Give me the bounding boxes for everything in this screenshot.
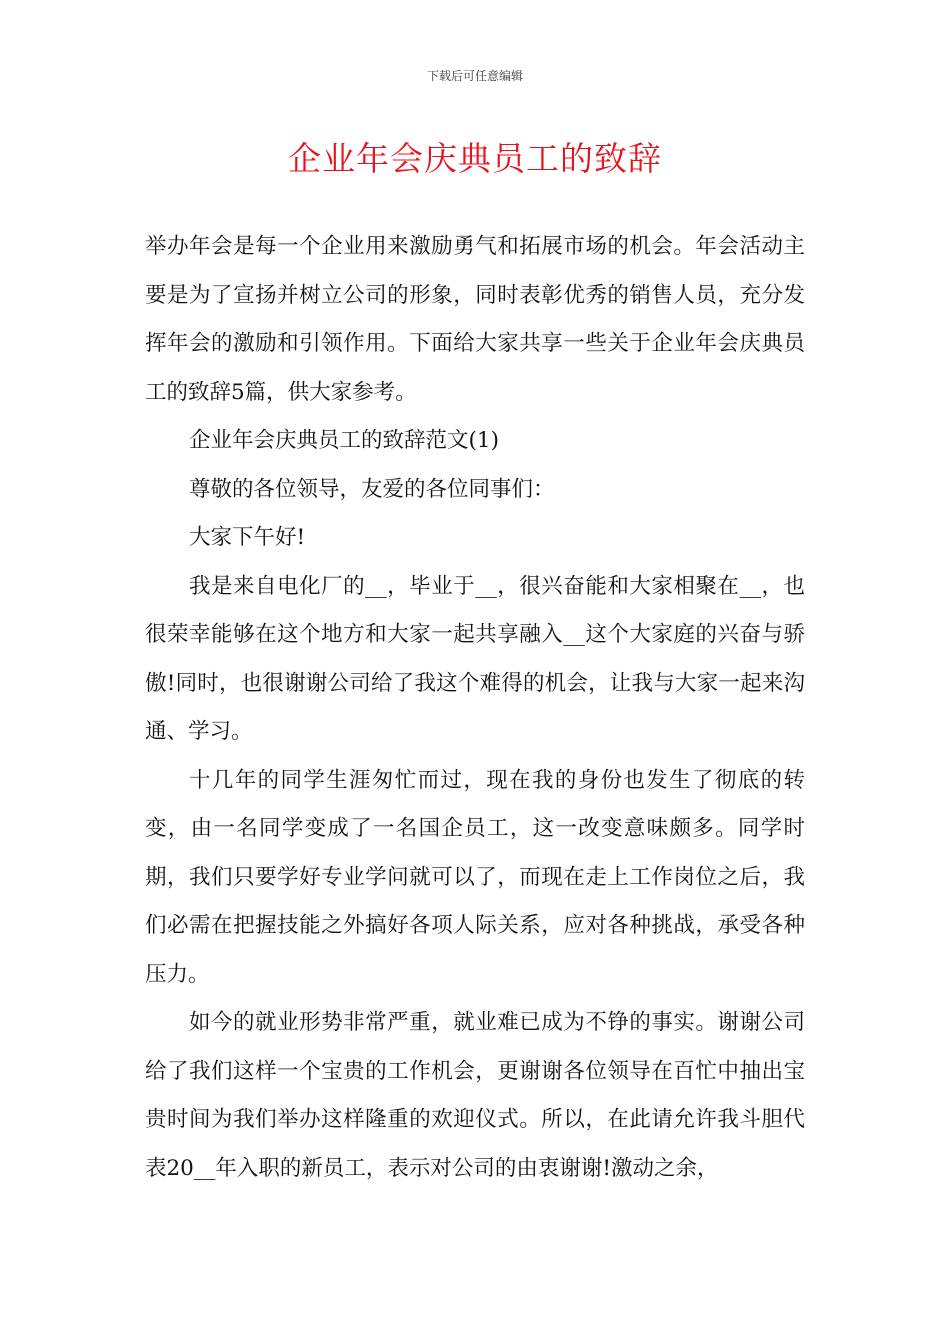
body-paragraph: 如今的就业形势非常严重，就业难已成为不铮的事实。谢谢公司给了我们这样一个宝贵的工作机会，更谢谢各位领导在百忙中抽出宝贵时间为我们举办这样隆重的欢迎仪式。所以，在此请允许我斗胆代表20__年入职的新员工，表示对公司的由衷谢谢!激动之余， xyxy=(145,1010,805,1181)
document-body xyxy=(145,223,805,1193)
salutation: 尊敬的各位领导，友爱的各位同事们： xyxy=(189,476,555,502)
header-note: 下载后可任意编辑 xyxy=(426,69,523,83)
section-heading: 企业年会庆典员工的致辞范文(1) xyxy=(189,428,499,453)
document-title: 企业年会庆典员工的致辞 xyxy=(288,139,662,178)
body-paragraph: 十几年的同学生涯匆忙而过，现在我的身份也发生了彻底的转变，由一名同学变成了一名国企员工，这一改变意味颇多。同学时期，我们只要学好专业学问就可以了，而现在走上工作岗位之后，我们必需在把握技能之外搞好各项人际关系，应对各种挑战，承受各种压力。 xyxy=(145,767,805,987)
intro-paragraph: 举办年会是每一个企业用来激励勇气和拓展市场的机会。年会活动主要是为了宣扬并树立公司的形象，同时表彰优秀的销售人员，充分发挥年会的激励和引领作用。下面给大家共享一些关于企业年会庆典员工的致辞5篇，供大家参考。 xyxy=(145,234,805,405)
body-paragraph: 我是来自电化厂的__，毕业于__，很兴奋能和大家相聚在__，也很荣幸能够在这个地方和大家一起共享融入__这个大家庭的兴奋与骄傲!同时，也很谢谢公司给了我这个难得的机会，让我与大家一起来沟通、学习。 xyxy=(145,573,805,744)
greeting: 大家下午好! xyxy=(189,525,306,550)
